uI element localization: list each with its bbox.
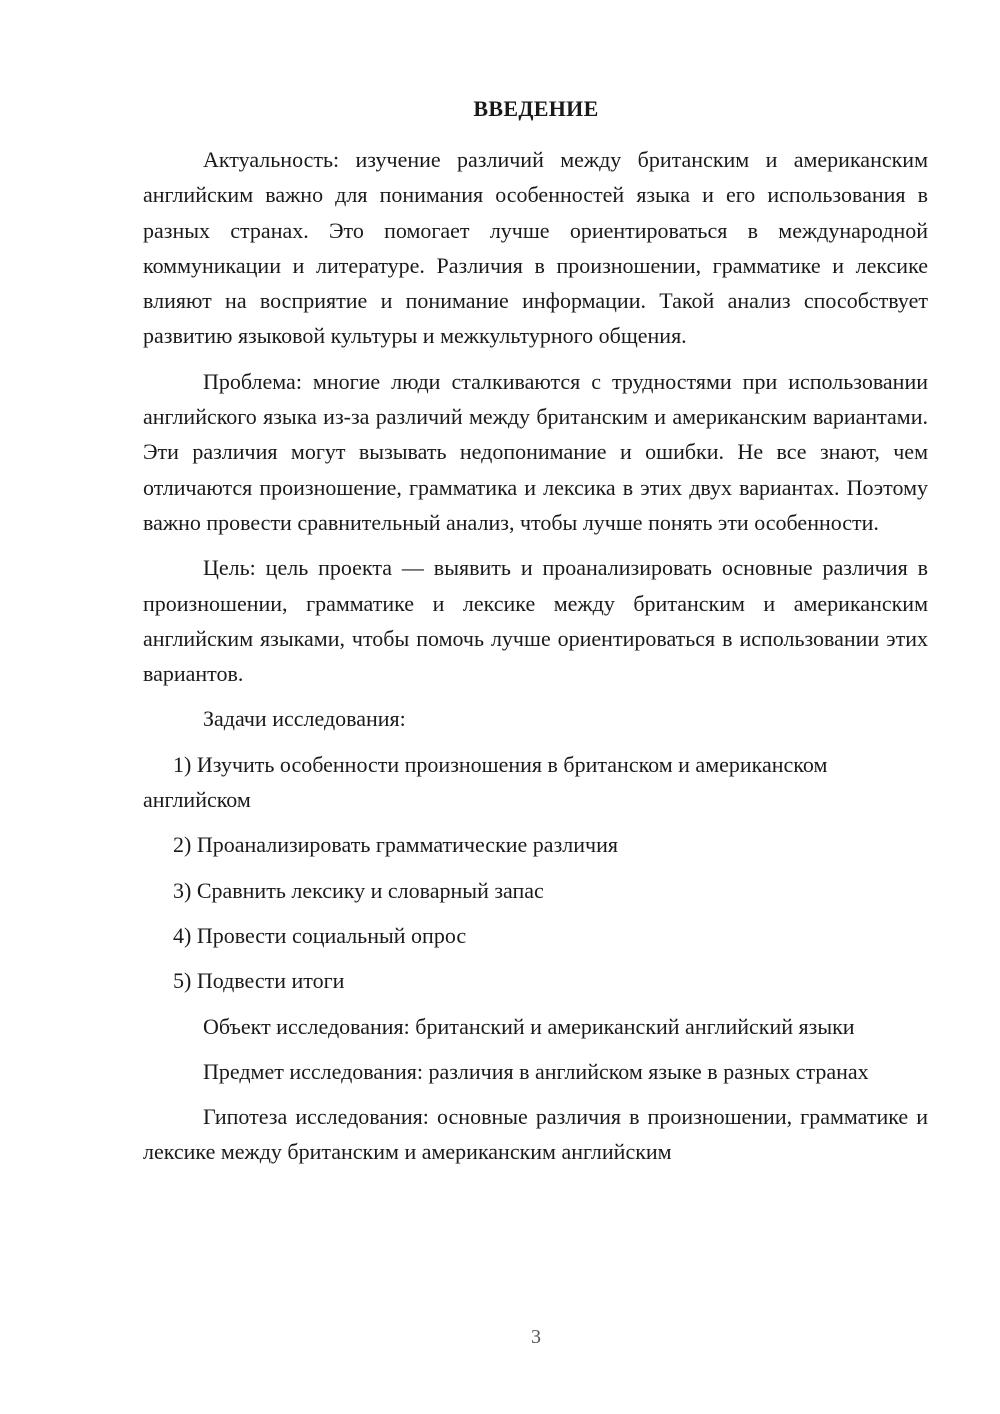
page-number: 3 [531,1326,541,1348]
paragraph-goal: Цель: цель проекта — выявить и проанализировать основные различия в произношении, грамматике и лексике между британским и американским английским языками, чтобы помочь лучше ориентироваться в использовании этих вариантов. [143,555,928,687]
paragraph-relevance: Актуальность: изучение различий между британским и американским английским важно для понимания особенностей языка и его использования в разных странах. Это помогает лучше ориентироваться в международной коммуникации и литературе. Различия в произношении, грамматике и лексике влияют на восприятие и понимание информации. Такой анализ способствует развитию языковой культуры и межкультурного общения. [143,147,928,349]
task-item-2: 2) Проанализировать грамматические различия [173,832,618,858]
document-body [143,142,928,1180]
tasks-heading: Задачи исследования: [203,706,406,732]
task-item-5: 5) Подвести итоги [173,968,345,994]
paragraph-hypothesis: Гипотеза исследования: основные различия в произношении, грамматике и лексике между британским и американским английским [143,1104,928,1165]
paragraph-subject: Предмет исследования: различия в английском языке в разных странах [203,1058,869,1084]
task-item-4: 4) Провести социальный опрос [173,922,467,948]
task-item-1: 1) Изучить особенности произношения в британском и американском английском [143,751,828,813]
paragraph-object: Объект исследования: британский и американский английский языки [203,1013,855,1039]
paragraph-problem: Проблема: многие люди сталкиваются с трудностями при использовании английского языка из-за различий между британским и американским вариантами. Эти различия могут вызывать недопонимание и ошибки. Не все знают, чем отличаются произношение, грамматика и лексика в этих двух вариантах. Поэтому важно провести сравнительный анализ, чтобы лучше понять эти особенности. [143,368,928,535]
page-title: ВВЕДЕНИЕ [473,96,599,121]
task-item-3: 3) Сравнить лексику и словарный запас [173,877,544,903]
